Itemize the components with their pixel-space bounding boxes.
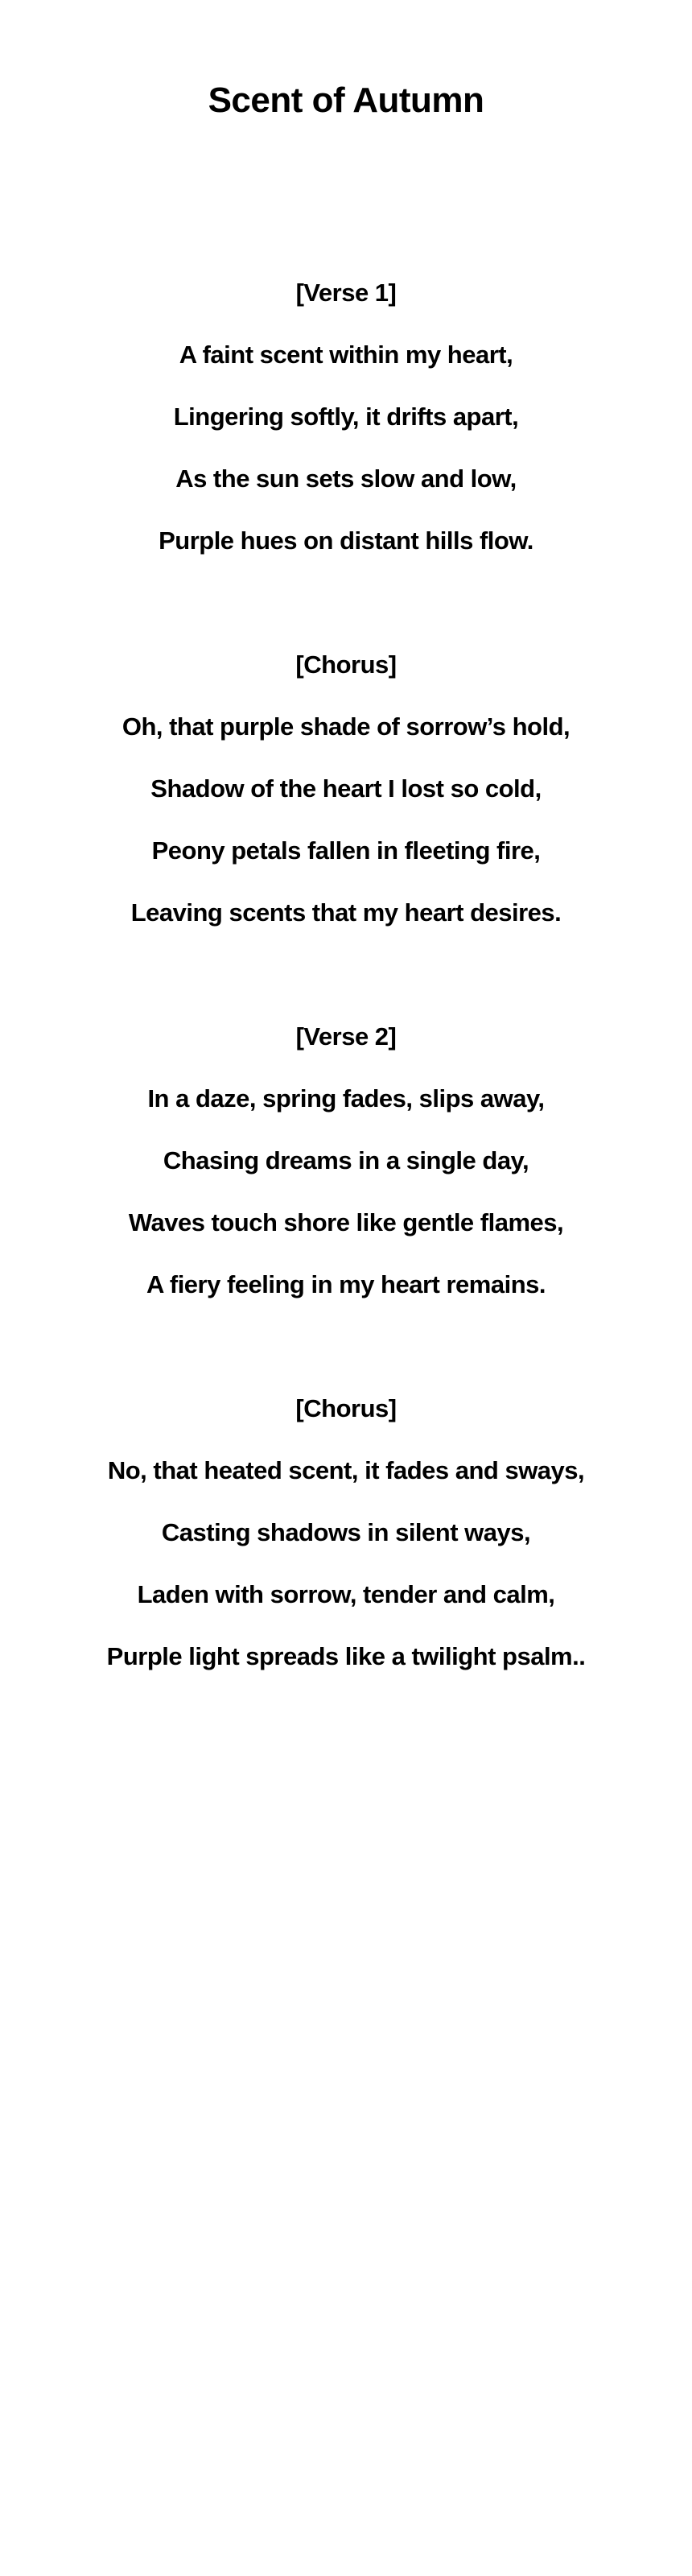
lyric-line: As the sun sets slow and low, xyxy=(175,464,517,493)
stanza-spacer xyxy=(0,572,692,634)
lyric-line: A fiery feeling in my heart remains. xyxy=(146,1270,546,1298)
lyric-line: A faint scent within my heart, xyxy=(179,341,513,369)
section-label-chorus-2: [Chorus] xyxy=(295,1394,397,1422)
lyric-line: Oh, that purple shade of sorrow’s hold, xyxy=(122,712,570,741)
song-title: Scent of Autumn xyxy=(208,80,484,120)
lyric-line: Peony petals fallen in fleeting fire, xyxy=(151,836,541,865)
lyric-line: Purple light spreads like a twilight psalm.. xyxy=(106,1642,586,1670)
lyric-line: Chasing dreams in a single day, xyxy=(163,1146,529,1174)
lyric-line: In a daze, spring fades, slips away, xyxy=(147,1084,545,1113)
lyric-line: Lingering softly, it drifts apart, xyxy=(173,402,519,431)
lyric-line: Purple hues on distant hills flow. xyxy=(159,526,533,555)
stanza-spacer xyxy=(0,943,692,1005)
lyric-line: Leaving scents that my heart desires. xyxy=(130,898,562,927)
section-label-verse-1: [Verse 1] xyxy=(295,279,397,307)
lyric-line: Shadow of the heart I lost so cold, xyxy=(150,774,542,803)
lyric-line: Casting shadows in silent ways, xyxy=(161,1518,531,1546)
lyric-line: No, that heated scent, it fades and sways, xyxy=(107,1456,585,1484)
lyric-line: Laden with sorrow, tender and calm, xyxy=(137,1580,555,1608)
section-label-chorus-1: [Chorus] xyxy=(295,650,397,679)
lyrics-body xyxy=(0,262,692,1687)
lyric-line: Waves touch shore like gentle flames, xyxy=(128,1208,564,1236)
stanza-spacer xyxy=(0,1315,692,1377)
section-label-verse-2: [Verse 2] xyxy=(295,1022,397,1051)
